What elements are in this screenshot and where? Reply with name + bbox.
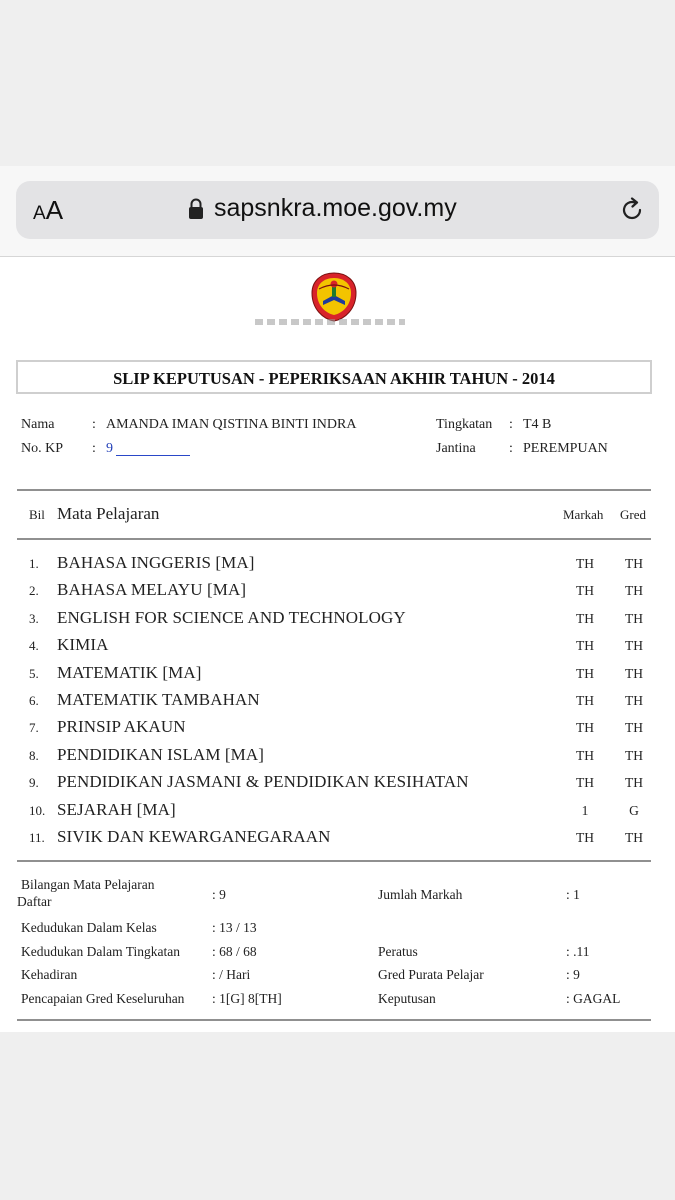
table-row [0,798,675,825]
markah-value: TH [576,747,594,763]
markah-value: TH [576,665,594,681]
subject-name: ENGLISH FOR SCIENCE AND TECHNOLOGY [57,607,406,627]
gred-value: TH [625,775,643,791]
kehadiran-label: Kehadiran [21,967,78,982]
tingkatan-value: T4 B [523,417,552,432]
jumlah-value: : 1 [566,887,580,902]
peratus-label: Peratus [378,944,418,959]
gred-value: TH [625,583,643,599]
markah-value: TH [576,720,594,736]
bilangan-value: : 9 [212,887,226,902]
kp-value[interactable]: 9 [106,441,113,456]
gred-purata-value: : 9 [566,967,580,982]
markah-value: TH [576,830,594,845]
pencapaian-value: : 1[G] 8[TH] [212,991,282,1006]
jantina-label: Jantina [436,441,476,456]
row-number: 3. [29,610,39,626]
nama-value: AMANDA IMAN QISTINA BINTI INDRA [106,417,357,432]
kehadiran-value: : / Hari [212,967,251,982]
gred-value: TH [625,638,643,654]
markah-value: 1 [581,802,589,818]
row-number: 4. [29,638,39,654]
row-number: 7. [29,720,39,736]
markah-value: TH [576,775,594,791]
gred-value: TH [625,830,643,845]
row-number: 5. [29,665,39,681]
gred-value: TH [625,665,643,681]
text-size-button[interactable]: AA [33,195,64,225]
subject-name: BAHASA INGGERIS [MA] [57,553,255,572]
markah-value: TH [576,610,594,626]
bilangan-label-1: Bilangan Mata Pelajaran [21,877,155,892]
tingkatan-label: Tingkatan [436,417,493,432]
row-number: 11. [29,830,45,845]
lock-icon [188,198,204,220]
subject-name: MATEMATIK [MA] [57,662,202,682]
gred-value: TH [625,610,643,626]
header-markah: Markah [563,507,604,522]
kp-underline [116,455,190,456]
gred-value: TH [625,747,643,763]
markah-value: TH [576,638,594,654]
slip-title: SLIP KEPUTUSAN - PEPERIKSAAN AKHIR TAHUN - 2014 [113,369,555,388]
table-top-rule [17,489,651,491]
bilangan-label-2: Daftar [17,894,52,909]
table-row [0,688,675,715]
row-number: 1. [29,556,39,571]
peratus-value: : .11 [566,944,590,959]
header-gred: Gred [620,507,646,522]
table-row [0,551,675,578]
gred-value: TH [625,693,643,708]
table-row [0,606,675,633]
browser-address-bar [0,166,675,257]
table-row [0,770,675,797]
jantina-value: PEREMPUAN [523,441,608,456]
gred-value: TH [625,556,643,571]
markah-value: TH [576,583,594,599]
subject-name: KIMIA [57,635,109,655]
bottom-backdrop [0,1032,675,1200]
subject-name: PRINSIP AKAUN [57,717,186,737]
gred-purata-label: Gred Purata Pelajar [378,967,484,982]
keputusan-label: Keputusan [378,991,436,1006]
kp-colon: : [92,441,96,456]
url-field[interactable] [16,181,659,239]
school-logo [309,271,359,323]
markah-value: TH [576,693,594,708]
table-row [0,633,675,660]
pencapaian-label: Pencapaian Gred Keseluruhan [21,991,185,1006]
jantina-colon: : [509,441,513,456]
top-backdrop [0,0,675,166]
table-row [0,825,675,852]
row-number: 8. [29,747,39,763]
table-bottom-rule [17,860,651,862]
row-number: 9. [29,775,39,791]
subject-name: SEJARAH [MA] [57,799,176,819]
header-bil: Bil [29,507,45,522]
jumlah-label: Jumlah Markah [378,887,463,902]
kelas-label: Kedudukan Dalam Kelas [21,920,157,935]
kp-label: No. KP [21,441,64,456]
table-row [0,715,675,742]
tingkatan-colon: : [509,417,513,432]
reload-icon[interactable] [618,196,646,224]
title-box [16,360,652,394]
subject-name: BAHASA MELAYU [MA] [57,580,247,600]
markah-value: TH [576,556,594,571]
row-number: 10. [29,802,46,818]
url-text: sapsnkra.moe.gov.my [214,194,457,222]
table-row [0,578,675,605]
gred-value: G [629,802,639,818]
logo-caption [255,319,405,325]
gred-value: TH [625,720,643,736]
table-row [0,743,675,770]
nama-colon: : [92,417,96,432]
tingkatan-rank-value: : 68 / 68 [212,944,257,959]
subject-name: PENDIDIKAN JASMANI & PENDIDIKAN KESIHATAN [57,772,469,792]
nama-label: Nama [21,417,55,432]
summary-bottom-rule [17,1019,651,1021]
result-slip-page [0,257,675,1032]
header-subject: Mata Pelajaran [57,504,160,523]
table-header-rule [17,538,651,540]
keputusan-value: : GAGAL [566,991,621,1006]
subject-name: MATEMATIK TAMBAHAN [57,690,260,709]
subject-name: SIVIK DAN KEWARGANEGARAAN [57,827,331,846]
subject-name: PENDIDIKAN ISLAM [MA] [57,744,265,764]
tingkatan-rank-label: Kedudukan Dalam Tingkatan [21,944,180,959]
kelas-value: : 13 / 13 [212,920,257,935]
row-number: 2. [29,583,39,599]
row-number: 6. [29,693,39,708]
table-row [0,661,675,688]
